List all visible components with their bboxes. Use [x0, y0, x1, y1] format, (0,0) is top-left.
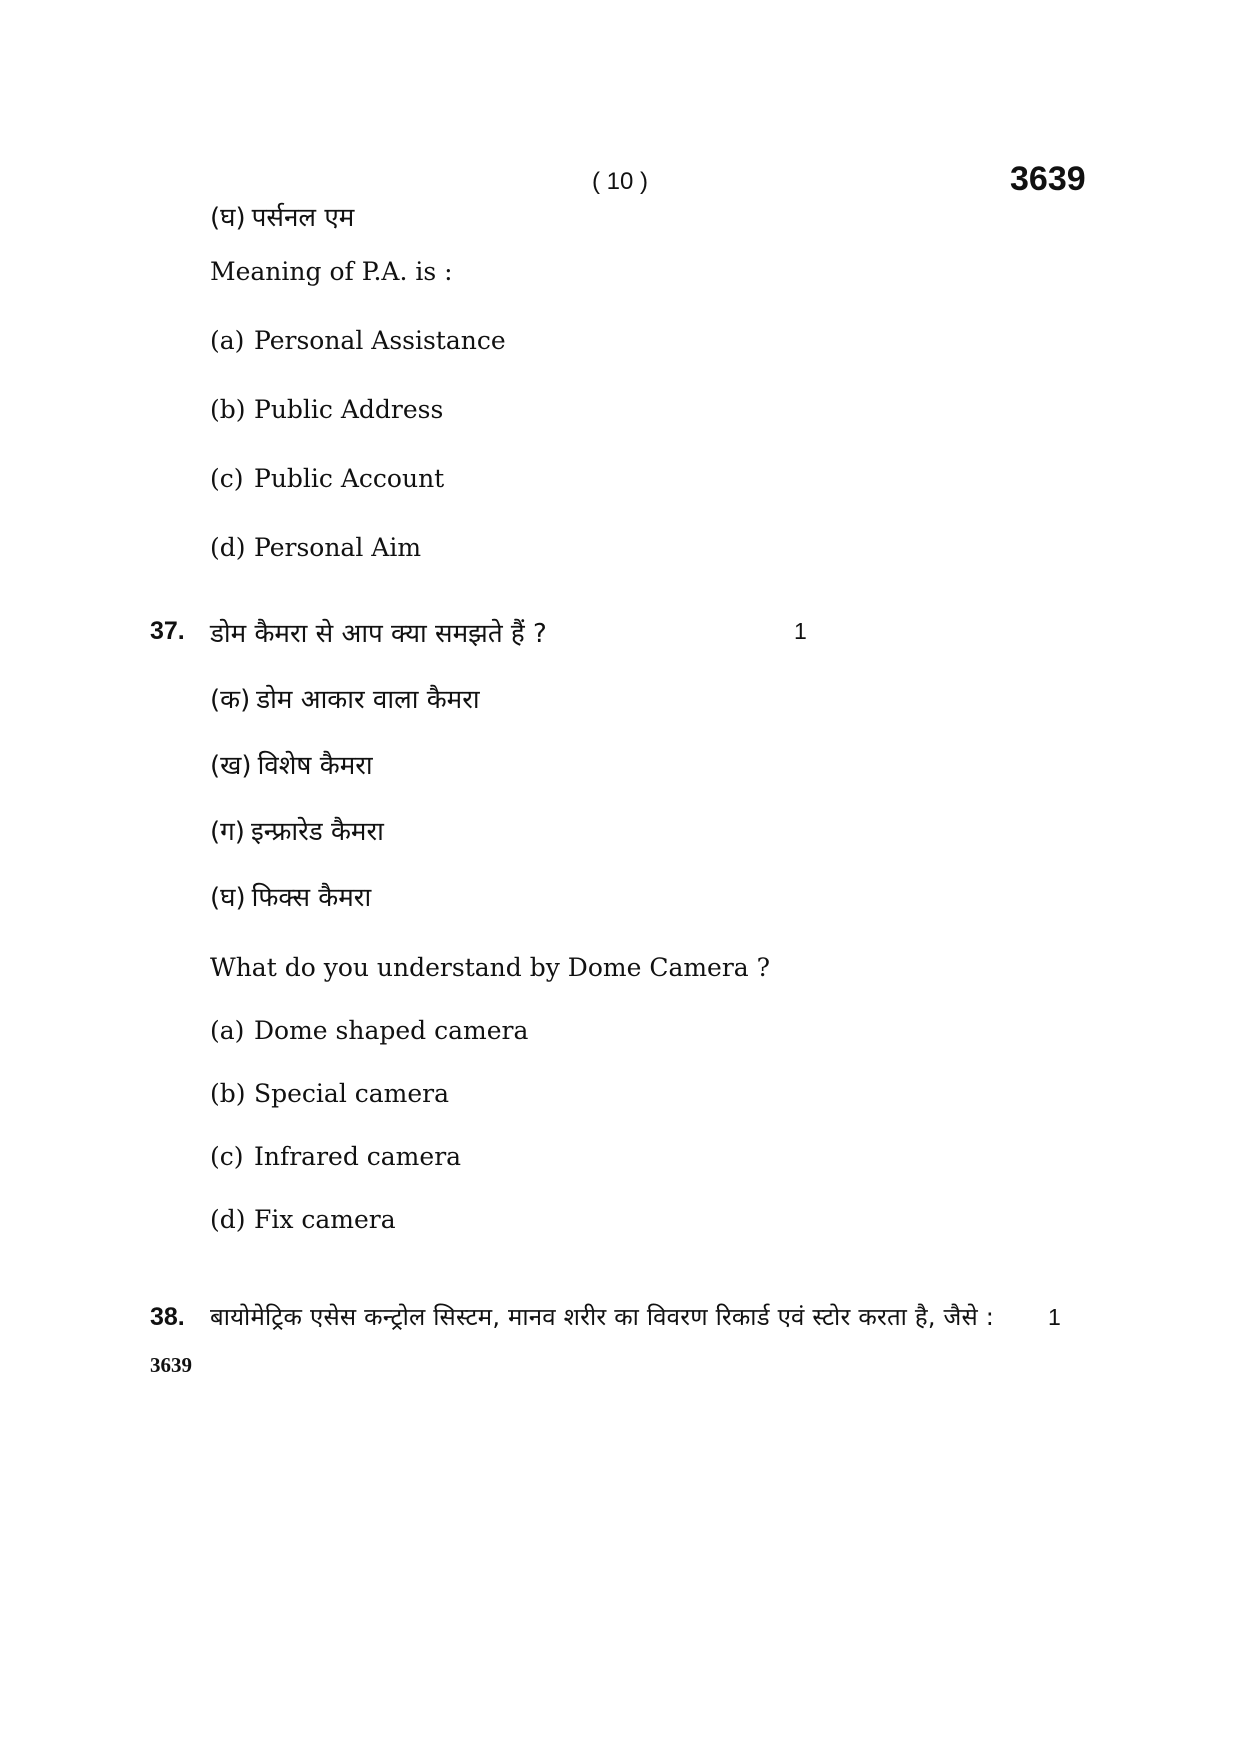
- option-label: (b): [210, 1079, 246, 1108]
- option-label: (d): [210, 1205, 246, 1234]
- q37-number: 37.: [150, 617, 185, 645]
- q37-hindi-option-kha: [210, 746, 373, 782]
- q37-english-option-d: [210, 1205, 396, 1234]
- option-label: (घ): [210, 203, 246, 233]
- q37-hindi-option-ka: [210, 680, 480, 716]
- q38-hindi-stem: बायोमेट्रिक एसेस कन्ट्रोल सिस्टम, मानव शरीर का विवरण रिकार्ड एवं स्टोर करता है, जैसे :: [210, 1303, 995, 1331]
- option-label: (a): [210, 326, 245, 355]
- option-text: डोम आकार वाला कैमरा: [256, 685, 480, 715]
- option-label: (c): [210, 464, 244, 493]
- option-label: (d): [210, 533, 246, 562]
- option-label: (b): [210, 395, 246, 424]
- q36-english-option-c: [210, 464, 444, 493]
- q37-english-option-c: [210, 1142, 461, 1171]
- option-label: (ग): [210, 817, 245, 847]
- paper-code-footer: 3639: [150, 1353, 192, 1377]
- q36-english-option-a: [210, 326, 506, 355]
- q36-english-option-d: [210, 533, 421, 562]
- option-text: Personal Aim: [254, 533, 422, 562]
- q37-english-option-b: [210, 1079, 449, 1108]
- option-text: Public Account: [254, 464, 445, 493]
- q38-number: 38.: [150, 1303, 185, 1331]
- option-text: Fix camera: [254, 1205, 396, 1234]
- q37-english-stem: What do you understand by Dome Camera ?: [210, 953, 771, 982]
- q37-english-option-a: [210, 1016, 528, 1045]
- option-text: Personal Assistance: [254, 326, 506, 355]
- paper-code-header: 3639: [1010, 160, 1086, 198]
- q36-english-stem: Meaning of P.A. is :: [210, 257, 453, 286]
- option-label: (ख): [210, 751, 252, 781]
- option-text: विशेष कैमरा: [257, 751, 373, 781]
- option-label: (c): [210, 1142, 244, 1171]
- page-number: ( 10 ): [592, 168, 649, 195]
- q37-hindi-stem: डोम कैमरा से आप क्या समझते हैं ?: [210, 619, 547, 649]
- option-text: Special camera: [254, 1079, 450, 1108]
- option-text: Infrared camera: [254, 1142, 462, 1171]
- option-text: Public Address: [254, 395, 444, 424]
- option-label: (a): [210, 1016, 245, 1045]
- option-text: पर्सनल एम: [251, 203, 355, 233]
- q38-marks: 1: [1048, 1304, 1061, 1330]
- q37-hindi-option-ga: [210, 812, 384, 848]
- option-text: फिक्स कैमरा: [251, 883, 372, 913]
- option-text: इन्फ्रारेड कैमरा: [250, 817, 384, 847]
- option-text: Dome shaped camera: [254, 1016, 529, 1045]
- q36-english-option-b: [210, 395, 443, 424]
- q37-hindi-option-gha: [210, 878, 371, 914]
- q37-marks: 1: [794, 618, 807, 644]
- option-label: (घ): [210, 883, 246, 913]
- q36-hindi-option-d: [210, 198, 354, 234]
- option-label: (क): [210, 685, 251, 715]
